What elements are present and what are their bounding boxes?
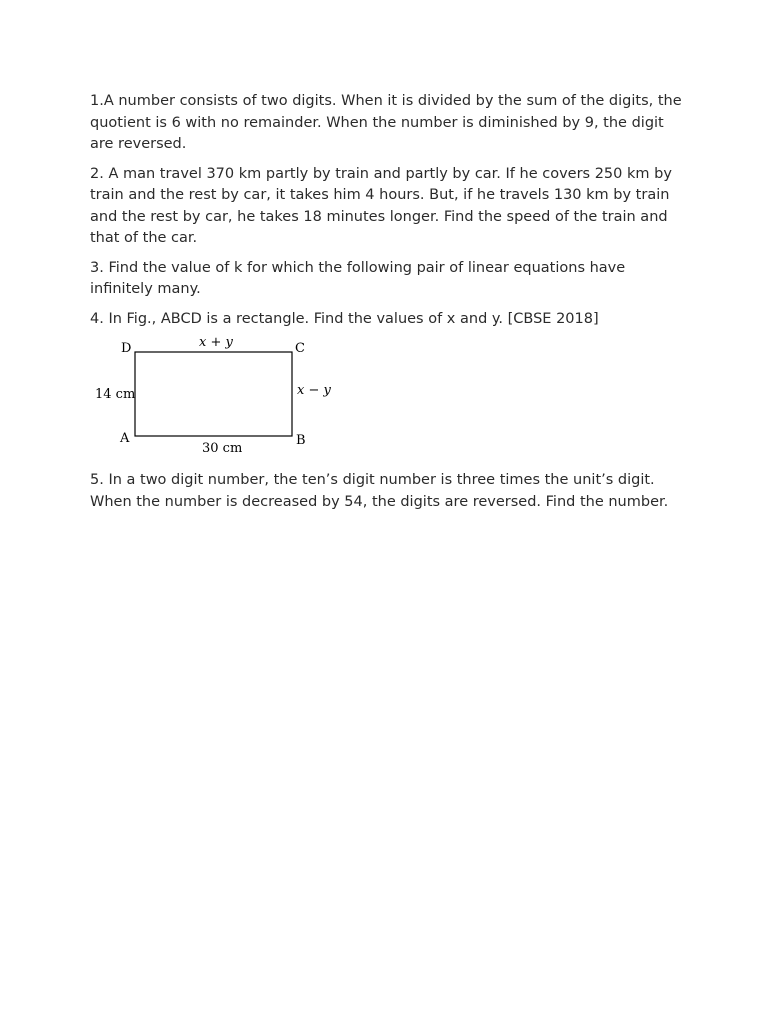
vertex-d-label: D	[121, 341, 132, 356]
top-side-label: x + y	[199, 336, 233, 350]
question-4: 4. In Fig., ABCD is a rectangle. Find the values of x and y. [CBSE 2018]	[90, 310, 599, 327]
bottom-side-label: 30 cm	[202, 441, 243, 456]
right-side-label: x − y	[297, 383, 331, 398]
rectangle-figure	[90, 336, 340, 460]
question-2: 2. A man travel 370 km partly by train and partly by car. If he covers 250 km by train and the rest by car, it takes him 4 hours. But, if he travels 130 km by train and the rest by car, he takes 18 minutes longer. Find the speed of the train and that of the car.	[90, 165, 672, 246]
vertex-c-label: C	[295, 341, 305, 356]
rectangle-diagram	[90, 336, 340, 460]
document-page	[90, 91, 690, 521]
question-3: 3. Find the value of k for which the following pair of linear equations have infinitely many.	[90, 259, 626, 297]
rectangle-abcd	[135, 352, 292, 436]
question-5: 5. In a two digit number, the ten’s digit number is three times the unit’s digit. When the number is decreased by 54, the digits are reversed. Find the number.	[90, 472, 669, 510]
question-1: 1.A number consists of two digits. When it is divided by the sum of the digits, the quotient is 6 with no remainder. When the number is diminished by 9, the digit are reversed.	[90, 93, 682, 152]
left-side-label: 14 cm	[95, 387, 136, 402]
vertex-a-label: A	[120, 431, 130, 446]
vertex-b-label: B	[296, 433, 306, 448]
